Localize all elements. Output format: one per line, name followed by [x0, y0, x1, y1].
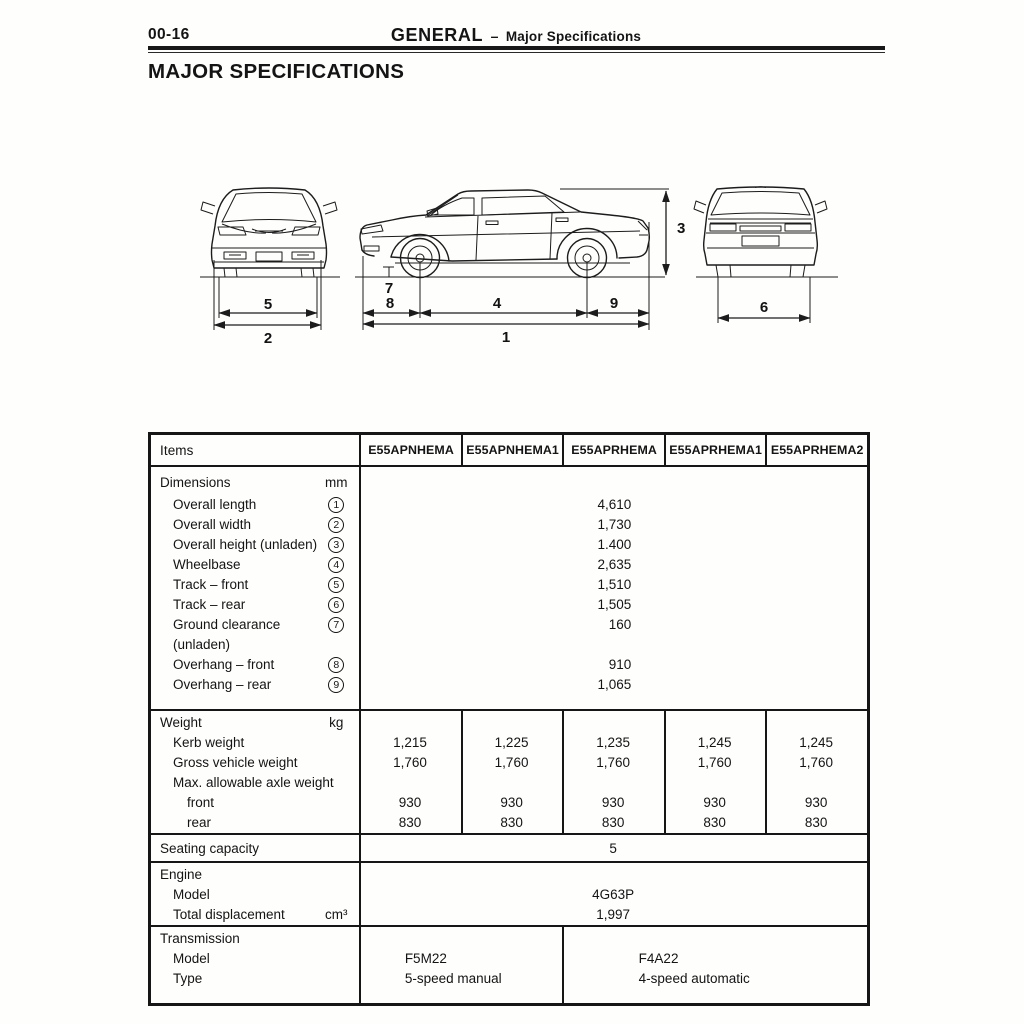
table-row: [151, 753, 867, 773]
row-label: Type: [173, 971, 203, 986]
dim-label-overall-length: 1: [501, 329, 511, 346]
section-label: Engine: [160, 867, 203, 882]
ref-circle: 5: [328, 577, 344, 593]
cell-value: 4G63P: [592, 887, 635, 902]
cell-value: 2,635: [597, 557, 632, 572]
column-header-model-5: E55APRHEMA2: [765, 435, 867, 465]
dim-label-wheelbase: 4: [492, 295, 502, 312]
row-label: Gross vehicle weight: [173, 755, 298, 770]
cell-value: 1,215: [393, 735, 427, 750]
transmission-section: [151, 925, 867, 1003]
column-divider: [562, 927, 564, 1003]
cell-value-automatic-type: 4-speed automatic: [638, 971, 750, 986]
table-row: [151, 515, 867, 535]
cell-value: 1,065: [597, 677, 632, 692]
section-label-row: [151, 929, 867, 949]
row-label: Overall length: [173, 497, 257, 512]
cell-value-manual-model: F5M22: [404, 951, 447, 966]
cell-value: 1,225: [494, 735, 529, 750]
side-view-drawing: [355, 189, 685, 346]
cell-value: 5: [609, 841, 617, 856]
cell-value: 1,760: [393, 755, 427, 770]
cell-value: 830: [804, 815, 828, 830]
table-row: [151, 813, 867, 833]
rear-view-drawing: [694, 187, 838, 323]
ref-circle: 7: [328, 617, 344, 633]
row-label: Max. allowable axle weight: [173, 775, 334, 790]
cell-value: 910: [608, 657, 632, 672]
table-row: [151, 949, 867, 969]
table-row: [151, 773, 867, 793]
column-divider: [765, 711, 767, 833]
section-label: Weight: [160, 715, 202, 730]
table-row: [151, 495, 867, 515]
section-label-row: [151, 713, 867, 733]
table-row: [151, 885, 867, 905]
row-label: Track – front: [173, 577, 249, 592]
cell-value: 930: [500, 795, 523, 810]
column-header-model-3: E55APRHEMA: [562, 435, 664, 465]
column-divider: [562, 711, 564, 833]
table-row: [151, 793, 867, 813]
row-label-line2: (unladen): [173, 637, 231, 652]
running-header: [148, 25, 884, 46]
column-header-model-1: E55APNHEMA: [359, 435, 461, 465]
weight-section: [151, 709, 867, 833]
cell-value-manual-type: 5-speed manual: [404, 971, 502, 986]
table-row: [151, 969, 867, 989]
seating-section: [151, 833, 867, 861]
row-label: Overall height (unladen): [173, 537, 318, 552]
table-row: [151, 733, 867, 753]
row-label: rear: [187, 815, 212, 830]
column-divider: [664, 711, 666, 833]
unit-label: kg: [329, 715, 344, 730]
row-label: Total displacement: [173, 907, 285, 922]
ref-circle: 2: [328, 517, 344, 533]
column-divider: [359, 467, 361, 709]
row-label: Track – rear: [173, 597, 246, 612]
dim-label-track-front: 5: [263, 296, 273, 313]
row-label: Kerb weight: [173, 735, 245, 750]
page-number: 00-16: [148, 26, 190, 43]
section-label-row: [151, 865, 867, 885]
ref-circle: 1: [328, 497, 344, 513]
ref-circle: 9: [328, 677, 344, 693]
cell-value: 1,760: [697, 755, 732, 770]
cell-value: 930: [601, 795, 625, 810]
header-rule-thin: [148, 52, 885, 53]
column-divider: [359, 835, 361, 861]
column-header-items: Items: [160, 442, 194, 458]
dim-label-overall-height: 3: [677, 220, 686, 237]
cell-value: 1,245: [799, 735, 834, 750]
cell-value: 1,245: [697, 735, 732, 750]
table-row: [151, 655, 867, 675]
column-header-model-4: E55APRHEMA1: [664, 435, 766, 465]
cell-value: 4,610: [597, 497, 632, 512]
column-divider: [359, 863, 361, 925]
section-dash: –: [490, 28, 499, 44]
cell-value: 1,760: [596, 755, 630, 770]
cell-value: 830: [601, 815, 625, 830]
page-title: MAJOR SPECIFICATIONS: [148, 60, 405, 83]
cell-value: 1,730: [597, 517, 632, 532]
cell-value: 1,760: [494, 755, 529, 770]
ref-circle: 4: [328, 557, 344, 573]
car-views-drawing: [140, 160, 890, 360]
section-label: Dimensions: [160, 475, 231, 490]
cell-value: 1,997: [596, 907, 631, 922]
cell-value: 160: [608, 617, 632, 632]
table-header-row: [151, 435, 867, 465]
unit-label: mm: [325, 475, 348, 490]
row-label: Seating capacity: [160, 841, 260, 856]
section-name: GENERAL: [390, 25, 484, 45]
column-divider: [359, 711, 361, 833]
column-divider: [359, 927, 361, 1003]
front-view-drawing: [200, 188, 340, 347]
cell-value: 1,235: [596, 735, 630, 750]
cell-value: 830: [703, 815, 726, 830]
row-label: Overall width: [173, 517, 252, 532]
section-subtitle: Major Specifications: [505, 29, 642, 44]
header-rule-thick: [148, 46, 885, 50]
specifications-table: [148, 432, 870, 1006]
row-label: Overhang – front: [173, 657, 275, 672]
cell-value: 1,505: [597, 597, 632, 612]
row-label: Wheelbase: [173, 557, 241, 572]
row-label: Overhang – rear: [173, 677, 272, 692]
engine-section: [151, 861, 867, 925]
ref-circle: 6: [328, 597, 344, 613]
cell-value: 830: [500, 815, 523, 830]
row-label: front: [187, 795, 215, 810]
dim-label-ground-clearance: 7: [384, 280, 394, 297]
dim-label-overhang-front: 8: [385, 295, 395, 312]
ref-circle: 8: [328, 657, 344, 673]
row-label: Model: [173, 951, 210, 966]
dim-label-overhang-rear: 9: [609, 295, 619, 312]
cell-value: 1.400: [597, 537, 632, 552]
section-label-row: [151, 471, 867, 495]
dim-label-overall-width: 2: [263, 330, 273, 347]
cell-value: 930: [398, 795, 422, 810]
cell-value: 930: [804, 795, 828, 810]
cell-value: 1,510: [597, 577, 632, 592]
unit-label: cm³: [325, 907, 348, 922]
row-label: Model: [173, 887, 210, 902]
table-row: [151, 905, 867, 925]
table-row: [151, 555, 867, 575]
table-row: [151, 835, 867, 863]
table-row: [151, 595, 867, 615]
cell-value: 1,760: [799, 755, 834, 770]
column-divider: [461, 711, 463, 833]
column-header-model-2: E55APNHEMA1: [461, 435, 563, 465]
table-row: [151, 615, 867, 655]
cell-value: 830: [398, 815, 422, 830]
dimension-diagram: [140, 160, 890, 360]
table-row: [151, 575, 867, 595]
dim-label-track-rear: 6: [759, 299, 769, 316]
dimensions-section: [151, 465, 867, 709]
table-row: [151, 535, 867, 555]
cell-value-automatic-model: F4A22: [638, 951, 679, 966]
ref-circle: 3: [328, 537, 344, 553]
section-label: Transmission: [160, 931, 240, 946]
cell-value: 930: [703, 795, 726, 810]
table-row: [151, 675, 867, 695]
row-label: Ground clearance: [173, 617, 281, 632]
